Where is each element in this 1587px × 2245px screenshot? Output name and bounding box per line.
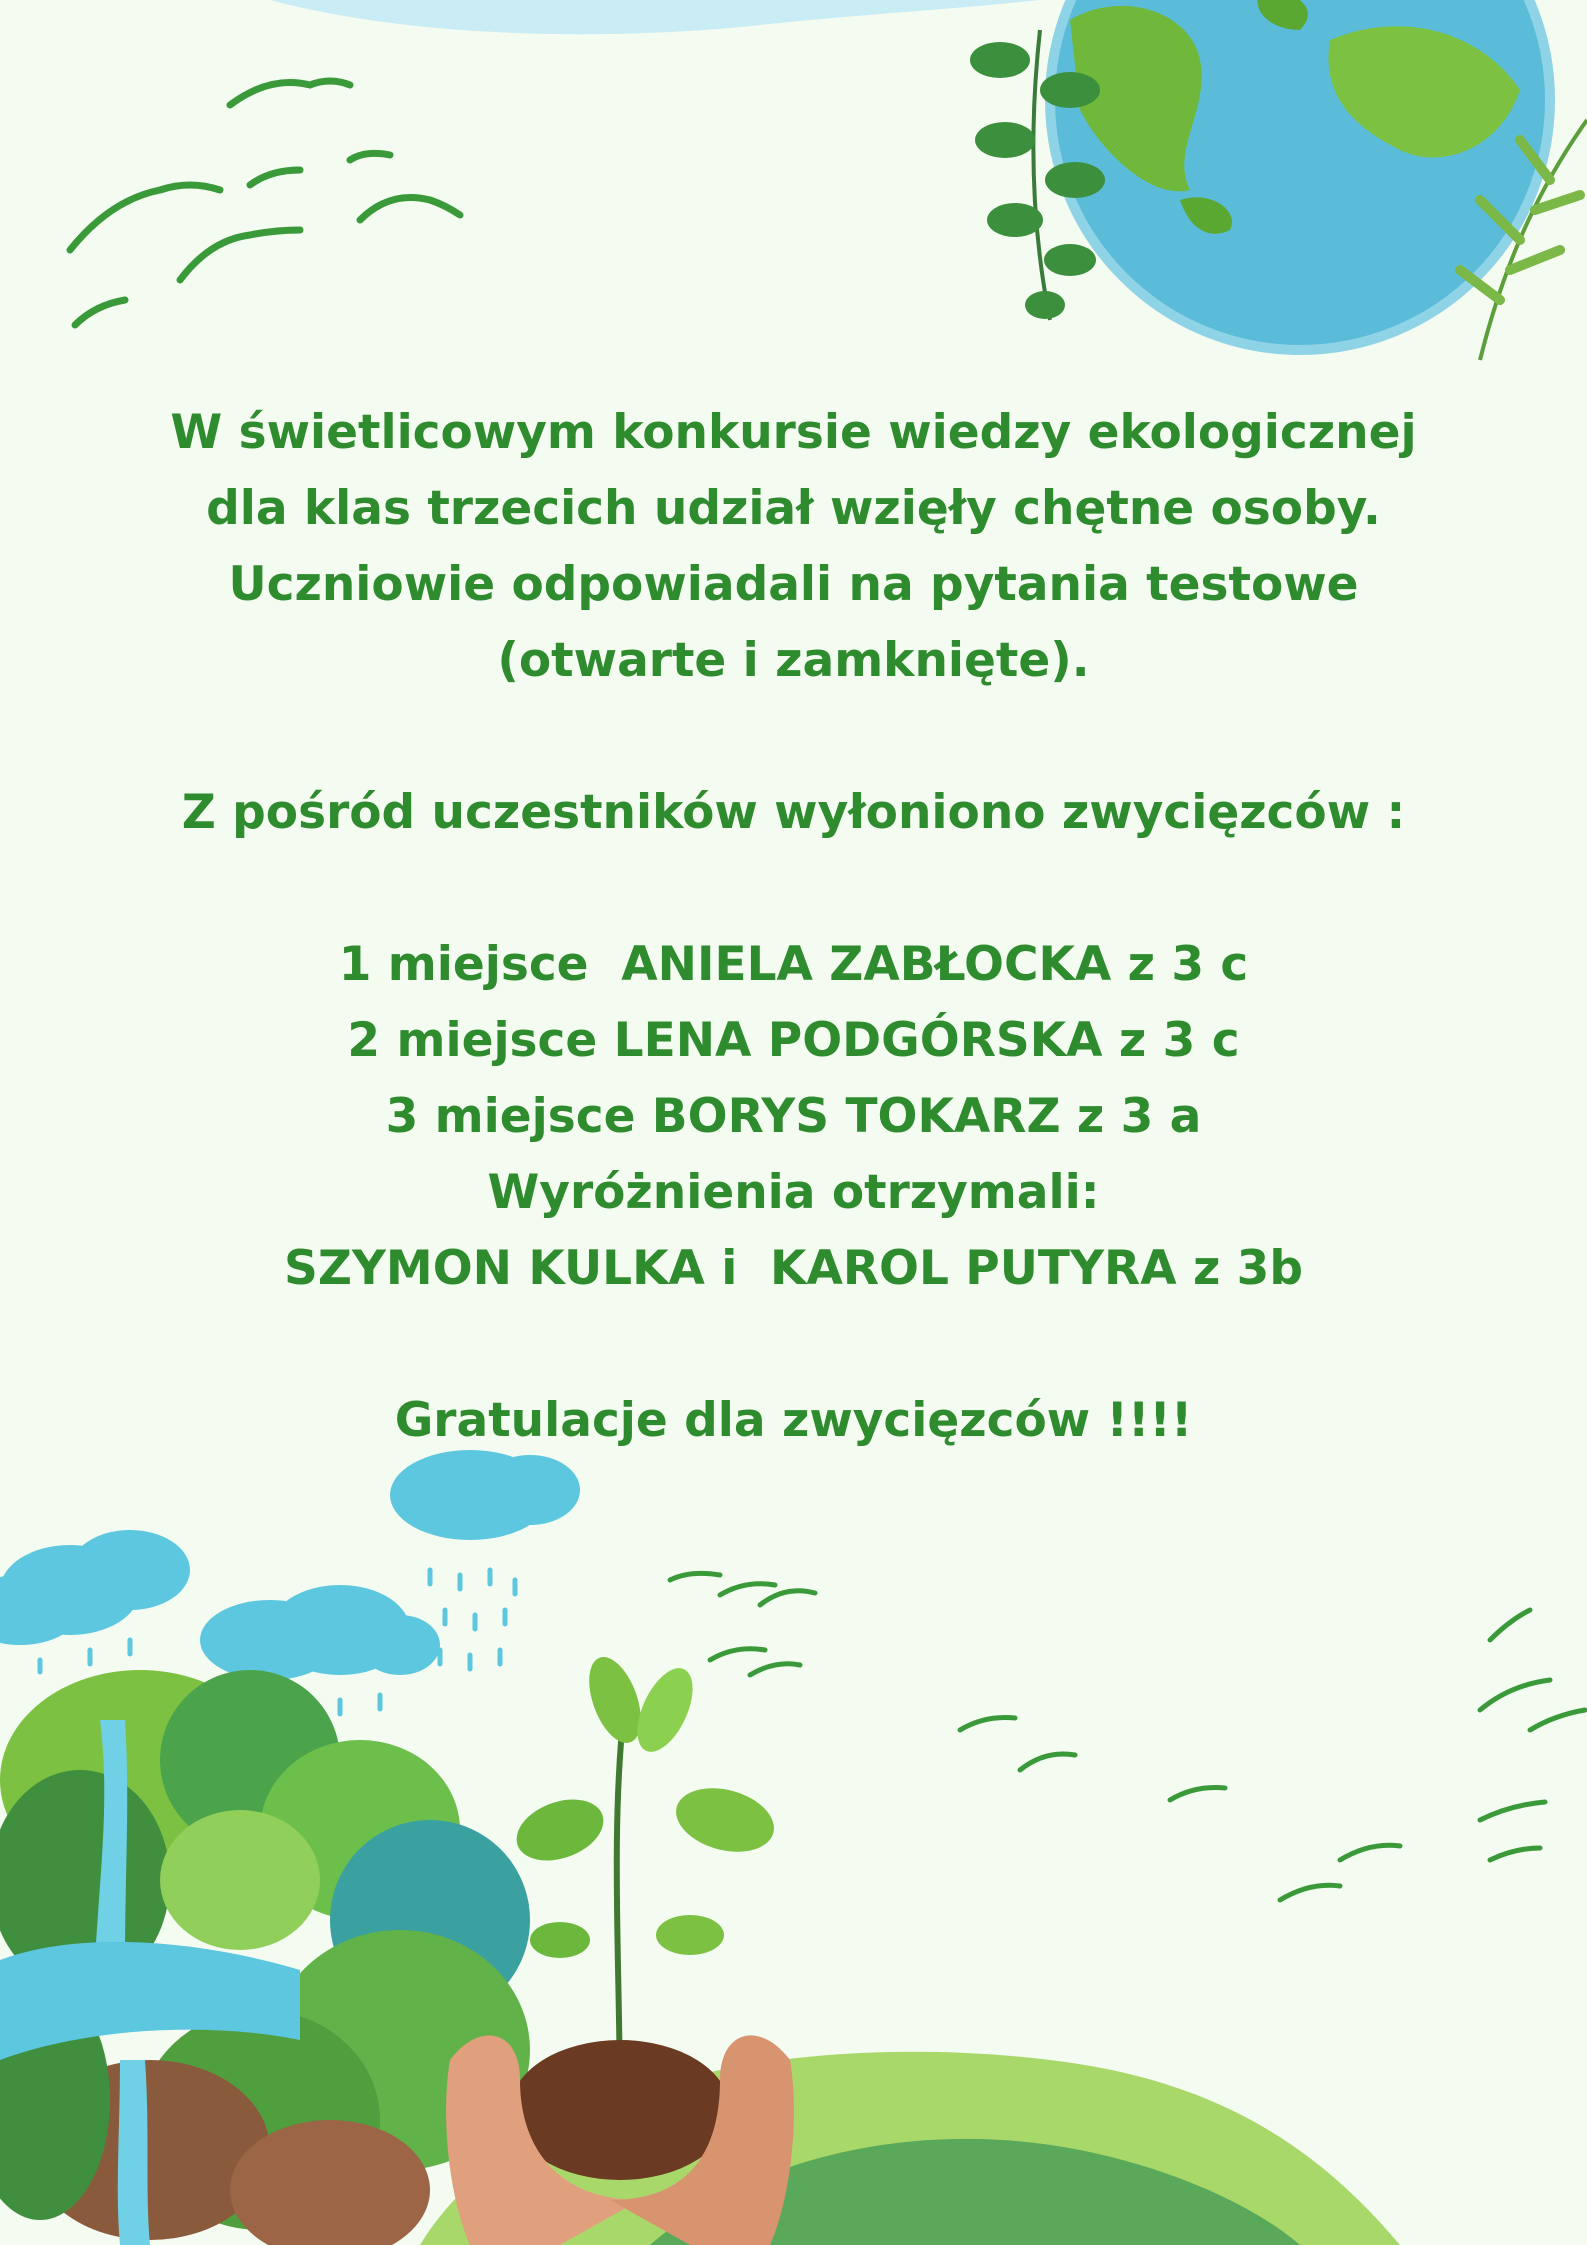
spacer [0, 1307, 1587, 1383]
spacer [0, 699, 1587, 775]
earth-globe-icon [1050, 0, 1550, 350]
spacer [0, 851, 1587, 927]
rain-clouds-icon [0, 1450, 580, 1680]
honors-heading: Wyróżnienia otrzymali: [487, 1165, 1100, 1220]
intro-line-4: (otwarte i zamknięte). [497, 633, 1090, 688]
place-2: 2 miejsce LENA PODGÓRSKA z 3 c [347, 1013, 1240, 1068]
intro-line-1: W świetlicowym konkursie wiedzy ekologicznej [170, 405, 1417, 460]
winners-heading: Z pośród uczestników wyłoniono zwycięzców : [181, 785, 1406, 840]
flying-birds-icon [70, 81, 460, 325]
honors-names: SZYMON KULKA i KAROL PUTYRA z 3b [283, 1241, 1304, 1296]
flying-birds-icon-bottom [670, 1573, 1585, 1900]
announcement-text [0, 395, 1587, 1459]
intro-line-2: dla klas trzecich udział wzięły chętne osoby. [206, 481, 1381, 536]
intro-line-3: Uczniowie odpowiadali na pytania testowe [228, 557, 1359, 612]
place-1: 1 miejsce ANIELA ZABŁOCKA z 3 c [338, 937, 1249, 992]
congratulations: Gratulacje dla zwycięzców !!!! [394, 1393, 1193, 1448]
top-wave [270, 0, 1040, 34]
place-3: 3 miejsce BORYS TOKARZ z 3 a [385, 1089, 1202, 1144]
